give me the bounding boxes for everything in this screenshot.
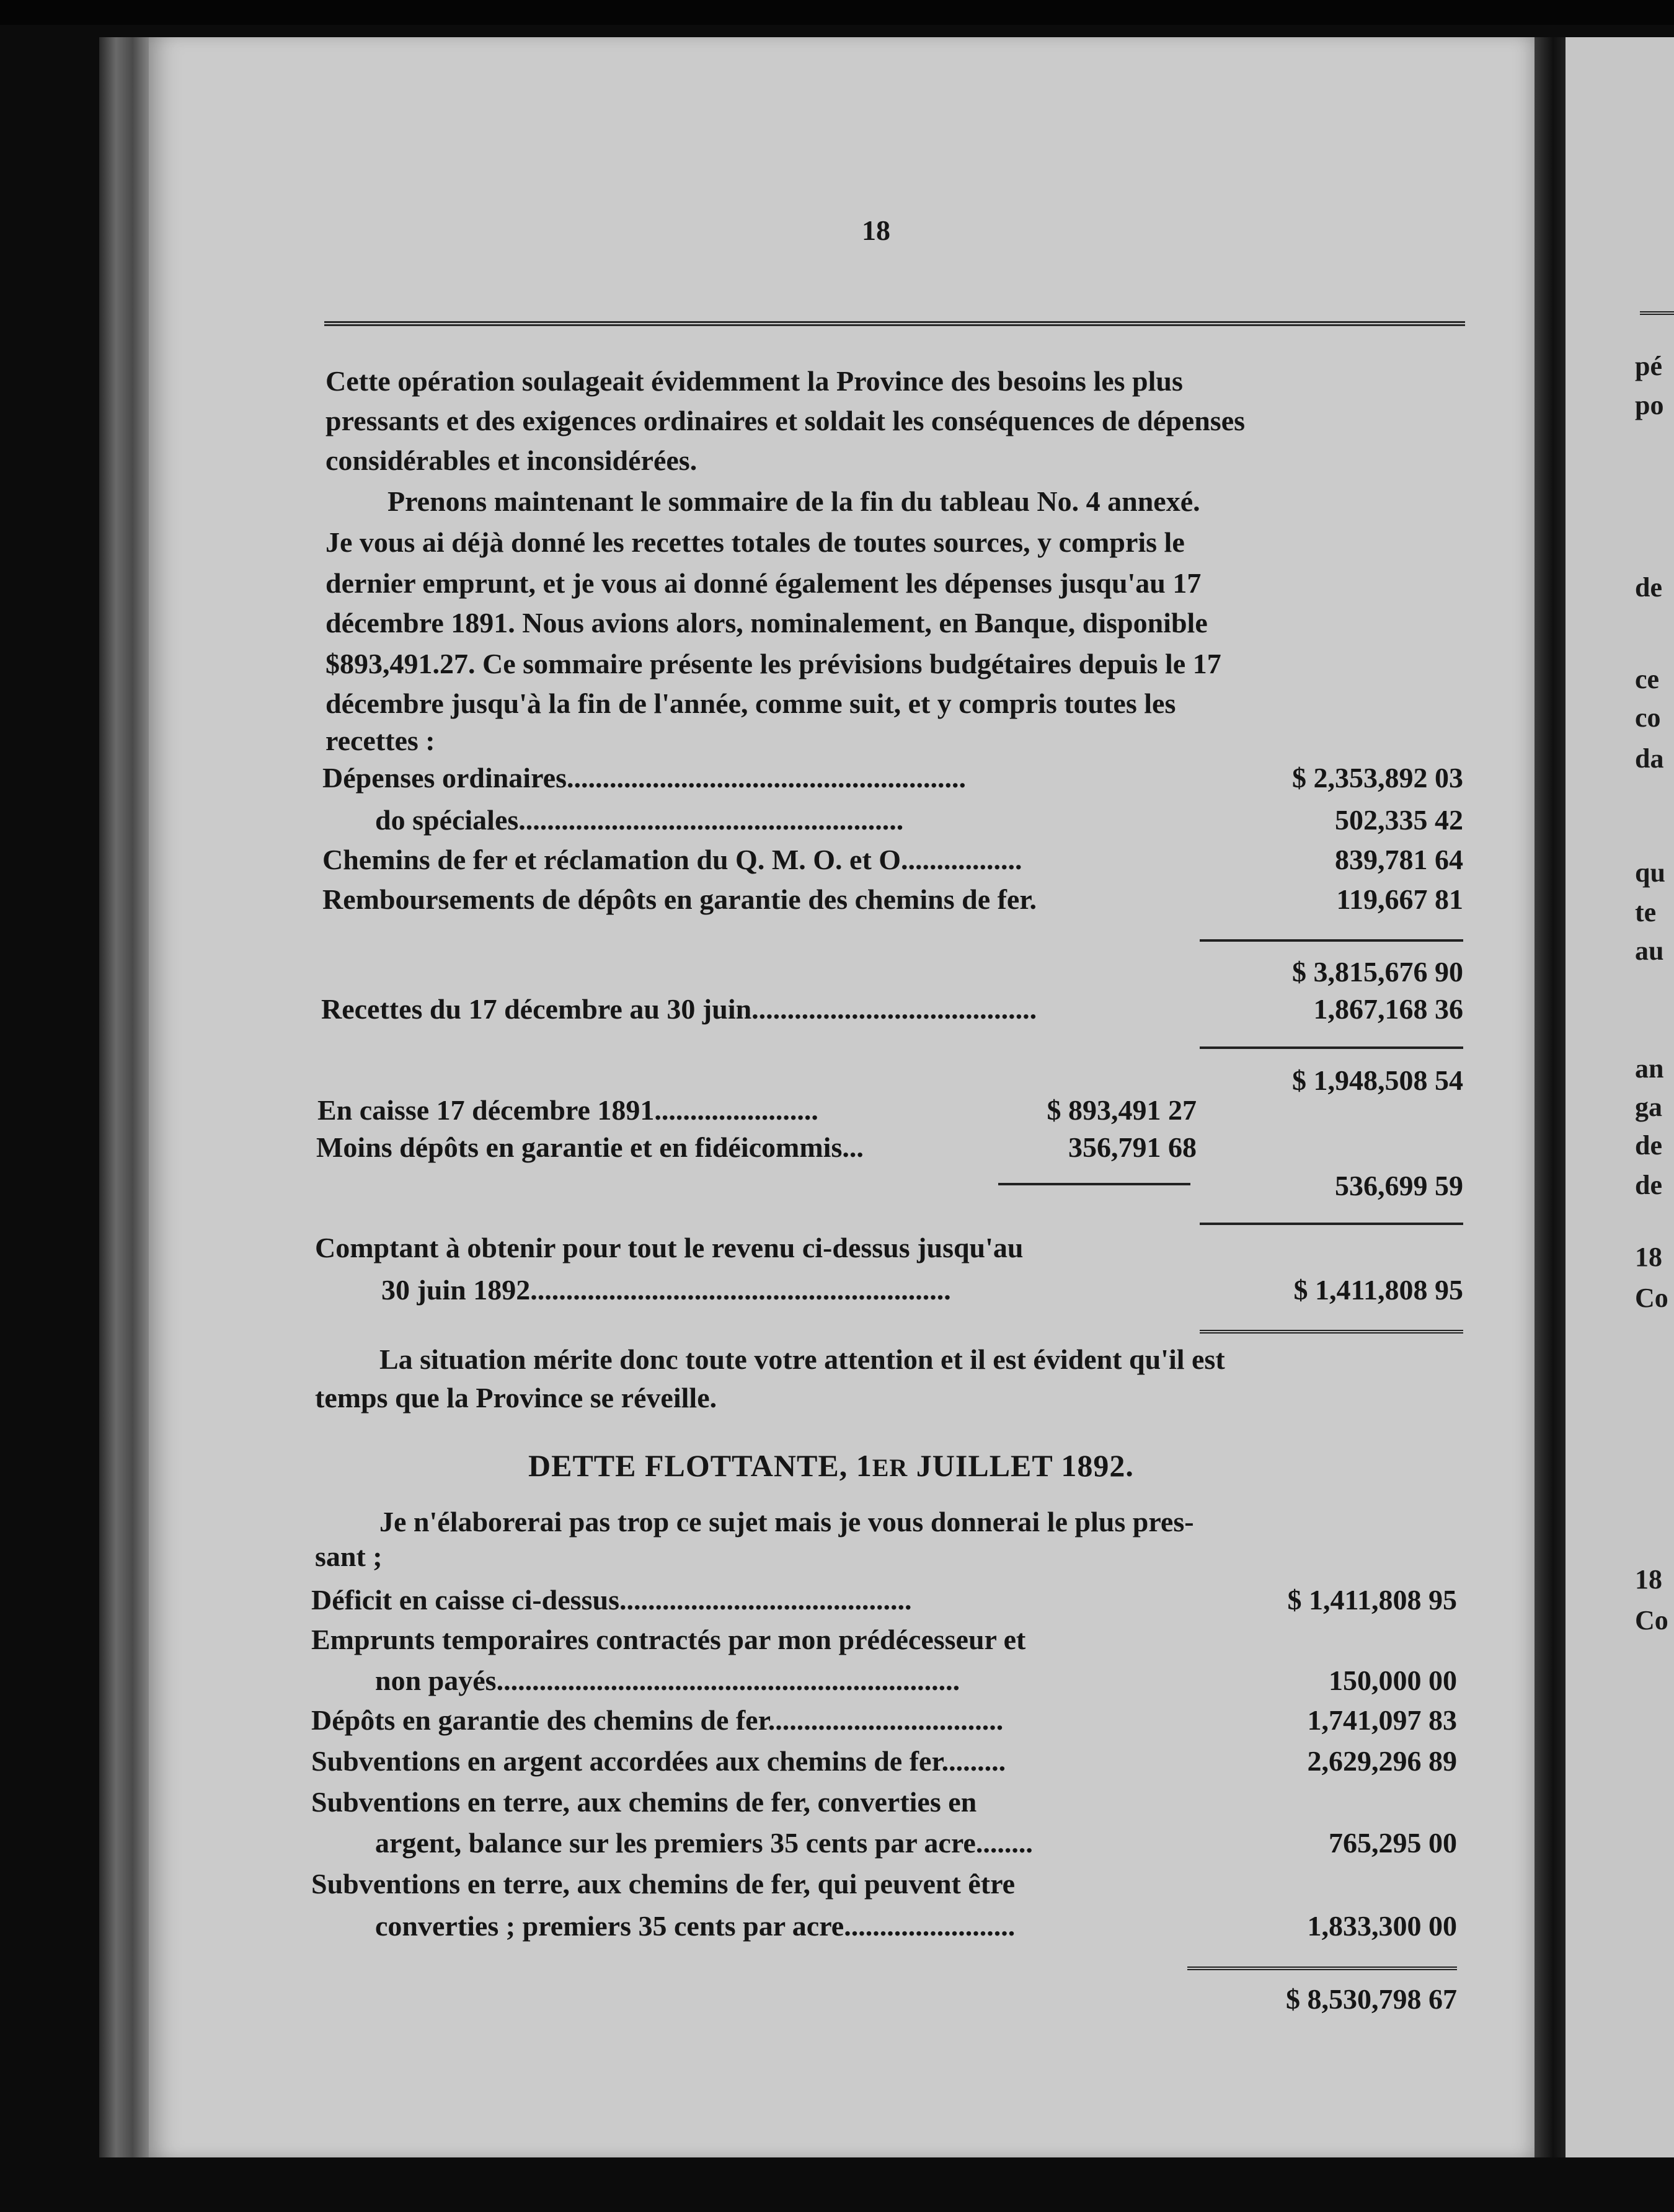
summary-item-label: do spéciales......................................................: [375, 804, 904, 836]
sum-rule: [1200, 939, 1463, 942]
adjacent-fragment: de: [1635, 572, 1662, 603]
total-rule: [1187, 1966, 1457, 1970]
text-line: considérables et inconsidérées.: [326, 445, 698, 476]
text-line: Prenons maintenant le sommaire de la fin du tableau No. 4 annexé.: [388, 485, 1200, 517]
text-line: temps que la Province se réveille.: [315, 1382, 717, 1413]
adjacent-fragment: 18: [1635, 1242, 1662, 1272]
adjacent-fragment: co: [1635, 702, 1661, 733]
cash-to-obtain-line2: 30 juin 1892...........................................................: [381, 1274, 951, 1306]
adjacent-fragment: an: [1635, 1053, 1664, 1084]
debt-item-amount: 150,000 00: [1329, 1665, 1457, 1696]
total-rule: [1200, 1330, 1463, 1334]
text-line: décembre jusqu'à la fin de l'année, comme suit, et y compris toutes les: [326, 688, 1176, 719]
summary-item-label: Remboursements de dépôts en garantie des chemins de fer.: [322, 883, 1037, 915]
summary-item-amount: $ 2,353,892 03: [1292, 762, 1463, 794]
text-line: La situation mérite donc toute votre attention et il est évident qu'il est: [379, 1343, 1225, 1375]
summary-subtotal: $ 3,815,676 90: [1292, 956, 1463, 988]
debt-item-label: non payés.................................................................: [375, 1665, 960, 1696]
text-line: $893,491.27. Ce sommaire présente les prévisions budgétaires depuis le 17: [326, 648, 1221, 679]
adjacent-fragment: Co: [1635, 1605, 1668, 1635]
debt-item-label: converties ; premiers 35 cents par acre........................: [375, 1910, 1016, 1942]
debt-item-label: argent, balance sur les premiers 35 cents par acre........: [375, 1827, 1033, 1859]
adjacent-fragment: de: [1635, 1170, 1662, 1200]
text-line: sant ;: [315, 1541, 383, 1572]
net-amount: 536,699 59: [1335, 1170, 1463, 1201]
debt-item-amount: 765,295 00: [1329, 1827, 1457, 1859]
cash-amount: $ 893,491 27: [1047, 1094, 1197, 1126]
debt-item-label: Déficit en caisse ci-dessus.........................................: [311, 1584, 912, 1616]
debt-total: $ 8,530,798 67: [1286, 1983, 1457, 2015]
deposits-amount: 356,791 68: [1068, 1131, 1197, 1163]
document-page: [149, 37, 1534, 2157]
deposits-label: Moins dépôts en garantie et en fidéicommis...: [316, 1131, 864, 1163]
text-line: Cette opération soulageait évidemment la Province des besoins les plus: [326, 365, 1183, 397]
adjacent-fragment: au: [1635, 936, 1664, 966]
page-number: 18: [862, 215, 890, 246]
cash-label: En caisse 17 décembre 1891.......................: [317, 1094, 818, 1126]
cash-to-obtain-line1: Comptant à obtenir pour tout le revenu ci-dessus jusqu'au: [315, 1232, 1024, 1263]
adjacent-fragment: da: [1635, 743, 1664, 774]
text-line: recettes :: [326, 725, 435, 756]
summary-item-amount: 502,335 42: [1335, 804, 1463, 836]
debt-item-label: Emprunts temporaires contractés par mon prédécesseur et: [311, 1624, 1026, 1655]
text-line: Je vous ai déjà donné les recettes totales de toutes sources, y compris le: [326, 526, 1185, 558]
cash-to-obtain-amount: $ 1,411,808 95: [1293, 1274, 1463, 1306]
debt-item-label: Subventions en argent accordées aux chemins de fer.........: [311, 1745, 1006, 1777]
adjacent-fragment: ce: [1635, 664, 1660, 694]
adjacent-fragment: ga: [1635, 1092, 1662, 1122]
adjacent-fragment: pé: [1635, 351, 1662, 381]
text-line: pressants et des exigences ordinaires et soldait les conséquences de dépenses: [326, 405, 1246, 436]
summary-balance: $ 1,948,508 54: [1292, 1064, 1463, 1096]
text-line: dernier emprunt, et je vous ai donné également les dépenses jusqu'au 17: [326, 567, 1202, 599]
summary-item-label: Chemins de fer et réclamation du Q. M. O. et O.................: [322, 844, 1022, 875]
adjacent-fragment: Co: [1635, 1283, 1668, 1313]
adjacent-fragment: qu: [1635, 857, 1665, 888]
debt-item-amount: $ 1,411,808 95: [1287, 1584, 1457, 1616]
receipts-label: Recettes du 17 décembre au 30 juin........................................: [321, 993, 1037, 1025]
debt-item-amount: 1,833,300 00: [1307, 1910, 1457, 1942]
text-line: Je n'élaborerai pas trop ce sujet mais je vous donnerai le plus pres-: [379, 1506, 1194, 1537]
debt-item-amount: 2,629,296 89: [1307, 1745, 1457, 1777]
adjacent-fragment: po: [1635, 390, 1664, 420]
debt-item-label: Subventions en terre, aux chemins de fer, qui peuvent être: [311, 1868, 1016, 1900]
adjacent-page-edge: [1566, 37, 1674, 2157]
debt-item-amount: 1,741,097 83: [1307, 1704, 1457, 1736]
summary-item-amount: 839,781 64: [1335, 844, 1463, 875]
adjacent-header-rule: [1640, 311, 1674, 315]
debt-item-label: Dépôts en garantie des chemins de fer.................................: [311, 1704, 1004, 1736]
film-border: [0, 0, 1674, 25]
header-rule: [324, 321, 1465, 326]
adjacent-fragment: de: [1635, 1130, 1662, 1161]
debt-item-label: Subventions en terre, aux chemins de fer, converties en: [311, 1786, 977, 1818]
book-spine-edge: [99, 37, 155, 2157]
adjacent-fragment: te: [1635, 897, 1657, 927]
text-line: décembre 1891. Nous avions alors, nominalement, en Banque, disponible: [326, 607, 1208, 639]
sum-rule: [1200, 1046, 1463, 1049]
book-gutter: [1534, 37, 1566, 2157]
adjacent-fragment: 18: [1635, 1564, 1662, 1595]
sum-rule: [1200, 1223, 1463, 1225]
summary-item-amount: 119,667 81: [1336, 883, 1463, 915]
sum-rule: [998, 1183, 1190, 1185]
section-title: DETTE FLOTTANTE, 1ER JUILLET 1892.: [528, 1448, 1134, 1483]
receipts-amount: 1,867,168 36: [1313, 993, 1463, 1025]
summary-item-label: Dépenses ordinaires........................................................: [322, 762, 966, 794]
